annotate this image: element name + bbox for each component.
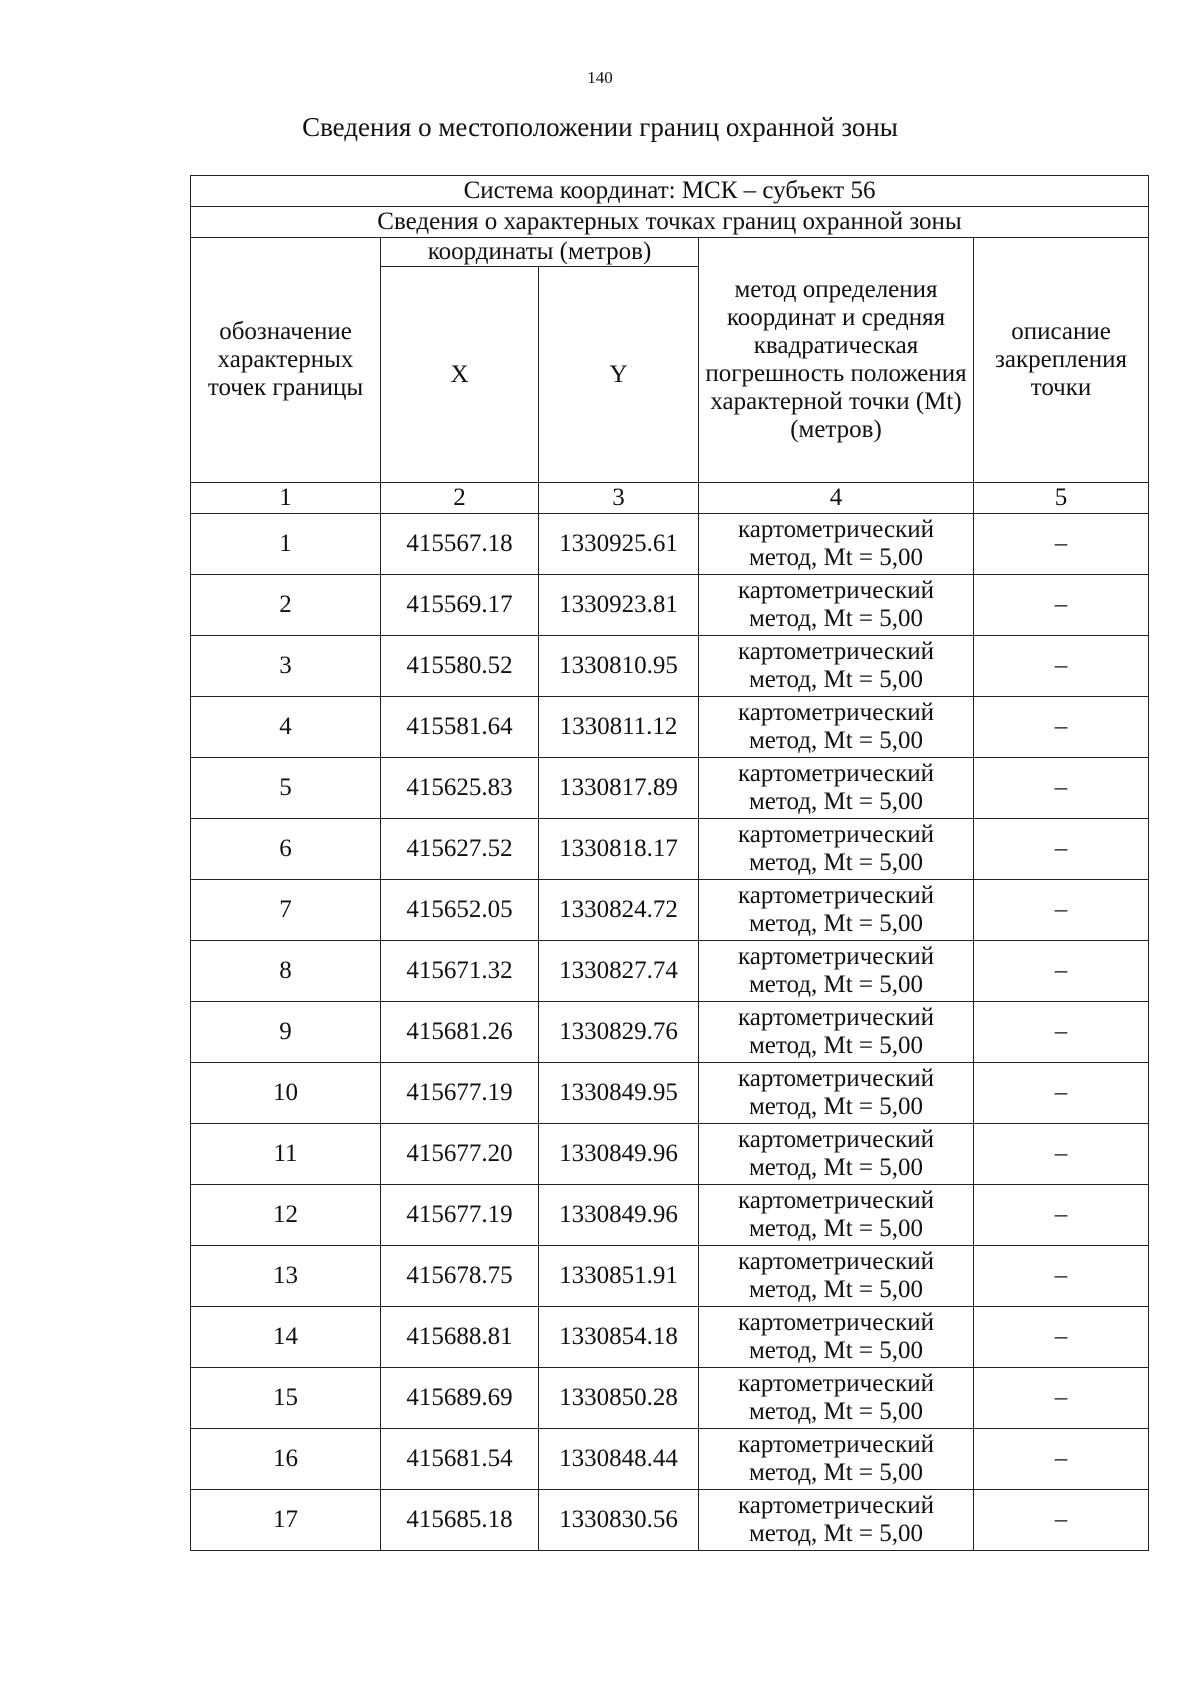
table-row xyxy=(191,1185,1149,1246)
x-cell: 415677.19 xyxy=(381,1185,539,1246)
point-cell: 14 xyxy=(191,1307,381,1368)
point-cell: 10 xyxy=(191,1063,381,1124)
y-cell: 1330810.95 xyxy=(539,636,699,697)
y-cell: 1330849.96 xyxy=(539,1185,699,1246)
desc-cell: – xyxy=(974,575,1149,636)
document-title: Сведения о местоположении границ охранной зоны xyxy=(302,112,898,142)
method-cell: картометрический метод, Mt = 5,00 xyxy=(699,1124,974,1185)
x-cell: 415580.52 xyxy=(381,636,539,697)
header-point: обозначение характерных точек границы xyxy=(191,238,381,483)
desc-cell: – xyxy=(974,1307,1149,1368)
x-cell: 415652.05 xyxy=(381,880,539,941)
method-cell: картометрический метод, Mt = 5,00 xyxy=(699,1307,974,1368)
header-row xyxy=(191,238,1149,267)
column-number: 5 xyxy=(974,483,1149,514)
method-cell: картометрический метод, Mt = 5,00 xyxy=(699,1185,974,1246)
point-cell: 12 xyxy=(191,1185,381,1246)
x-cell: 415685.18 xyxy=(381,1490,539,1551)
coordinates-table xyxy=(190,175,1149,1551)
page-number: 140 xyxy=(587,68,613,87)
y-cell: 1330824.72 xyxy=(539,880,699,941)
x-cell: 415688.81 xyxy=(381,1307,539,1368)
desc-cell: – xyxy=(974,1490,1149,1551)
y-cell: 1330829.76 xyxy=(539,1002,699,1063)
point-cell: 11 xyxy=(191,1124,381,1185)
header-method: метод определения координат и средняя квадратическая погрешность положения характерной точки (Mt) (метров) xyxy=(699,238,974,483)
point-cell: 2 xyxy=(191,575,381,636)
desc-cell: – xyxy=(974,941,1149,1002)
y-cell: 1330827.74 xyxy=(539,941,699,1002)
desc-cell: – xyxy=(974,758,1149,819)
method-cell: картометрический метод, Mt = 5,00 xyxy=(699,880,974,941)
table-row xyxy=(191,941,1149,1002)
x-cell: 415567.18 xyxy=(381,514,539,575)
x-cell: 415671.32 xyxy=(381,941,539,1002)
point-cell: 6 xyxy=(191,819,381,880)
table-row xyxy=(191,575,1149,636)
table-row xyxy=(191,1368,1149,1429)
x-cell: 415681.54 xyxy=(381,1429,539,1490)
section-title-row xyxy=(191,207,1149,238)
point-cell: 1 xyxy=(191,514,381,575)
desc-cell: – xyxy=(974,1368,1149,1429)
x-cell: 415677.19 xyxy=(381,1063,539,1124)
column-number: 4 xyxy=(699,483,974,514)
table-row xyxy=(191,1246,1149,1307)
desc-cell: – xyxy=(974,1063,1149,1124)
point-cell: 16 xyxy=(191,1429,381,1490)
method-cell: картометрический метод, Mt = 5,00 xyxy=(699,941,974,1002)
x-cell: 415677.20 xyxy=(381,1124,539,1185)
y-cell: 1330818.17 xyxy=(539,819,699,880)
column-number: 3 xyxy=(539,483,699,514)
point-cell: 4 xyxy=(191,697,381,758)
header-desc: описание закрепления точки xyxy=(974,238,1149,483)
desc-cell: – xyxy=(974,1002,1149,1063)
y-cell: 1330849.95 xyxy=(539,1063,699,1124)
coord-system-row xyxy=(191,176,1149,207)
table-row xyxy=(191,1063,1149,1124)
column-number: 1 xyxy=(191,483,381,514)
x-cell: 415625.83 xyxy=(381,758,539,819)
coord-system: Система координат: МСК – субъект 56 xyxy=(191,176,1149,207)
table-row xyxy=(191,697,1149,758)
method-cell: картометрический метод, Mt = 5,00 xyxy=(699,819,974,880)
point-cell: 8 xyxy=(191,941,381,1002)
point-cell: 17 xyxy=(191,1490,381,1551)
x-cell: 415569.17 xyxy=(381,575,539,636)
y-cell: 1330851.91 xyxy=(539,1246,699,1307)
header-x: X xyxy=(381,267,539,483)
table-row xyxy=(191,1429,1149,1490)
x-cell: 415689.69 xyxy=(381,1368,539,1429)
header-coords: координаты (метров) xyxy=(381,238,699,267)
header-y: Y xyxy=(539,267,699,483)
table-row xyxy=(191,636,1149,697)
y-cell: 1330849.96 xyxy=(539,1124,699,1185)
table-row xyxy=(191,758,1149,819)
section-title: Сведения о характерных точках границ охранной зоны xyxy=(191,207,1149,238)
y-cell: 1330848.44 xyxy=(539,1429,699,1490)
table-row xyxy=(191,819,1149,880)
desc-cell: – xyxy=(974,819,1149,880)
method-cell: картометрический метод, Mt = 5,00 xyxy=(699,1002,974,1063)
point-cell: 3 xyxy=(191,636,381,697)
table-row xyxy=(191,1002,1149,1063)
desc-cell: – xyxy=(974,514,1149,575)
method-cell: картометрический метод, Mt = 5,00 xyxy=(699,1490,974,1551)
method-cell: картометрический метод, Mt = 5,00 xyxy=(699,758,974,819)
desc-cell: – xyxy=(974,1124,1149,1185)
point-cell: 5 xyxy=(191,758,381,819)
y-cell: 1330817.89 xyxy=(539,758,699,819)
column-number: 2 xyxy=(381,483,539,514)
point-cell: 7 xyxy=(191,880,381,941)
desc-cell: – xyxy=(974,636,1149,697)
desc-cell: – xyxy=(974,697,1149,758)
desc-cell: – xyxy=(974,1185,1149,1246)
y-cell: 1330850.28 xyxy=(539,1368,699,1429)
table-row xyxy=(191,1124,1149,1185)
y-cell: 1330811.12 xyxy=(539,697,699,758)
x-cell: 415678.75 xyxy=(381,1246,539,1307)
y-cell: 1330854.18 xyxy=(539,1307,699,1368)
desc-cell: – xyxy=(974,1246,1149,1307)
desc-cell: – xyxy=(974,880,1149,941)
method-cell: картометрический метод, Mt = 5,00 xyxy=(699,1429,974,1490)
method-cell: картометрический метод, Mt = 5,00 xyxy=(699,1063,974,1124)
x-cell: 415627.52 xyxy=(381,819,539,880)
method-cell: картометрический метод, Mt = 5,00 xyxy=(699,1246,974,1307)
y-cell: 1330923.81 xyxy=(539,575,699,636)
method-cell: картометрический метод, Mt = 5,00 xyxy=(699,697,974,758)
x-cell: 415681.26 xyxy=(381,1002,539,1063)
table-row xyxy=(191,880,1149,941)
table-row xyxy=(191,1490,1149,1551)
method-cell: картометрический метод, Mt = 5,00 xyxy=(699,514,974,575)
table-row xyxy=(191,514,1149,575)
method-cell: картометрический метод, Mt = 5,00 xyxy=(699,1368,974,1429)
method-cell: картометрический метод, Mt = 5,00 xyxy=(699,636,974,697)
x-cell: 415581.64 xyxy=(381,697,539,758)
table-row xyxy=(191,1307,1149,1368)
point-cell: 13 xyxy=(191,1246,381,1307)
point-cell: 15 xyxy=(191,1368,381,1429)
desc-cell: – xyxy=(974,1429,1149,1490)
y-cell: 1330830.56 xyxy=(539,1490,699,1551)
column-number-row xyxy=(191,483,1149,514)
point-cell: 9 xyxy=(191,1002,381,1063)
method-cell: картометрический метод, Mt = 5,00 xyxy=(699,575,974,636)
y-cell: 1330925.61 xyxy=(539,514,699,575)
